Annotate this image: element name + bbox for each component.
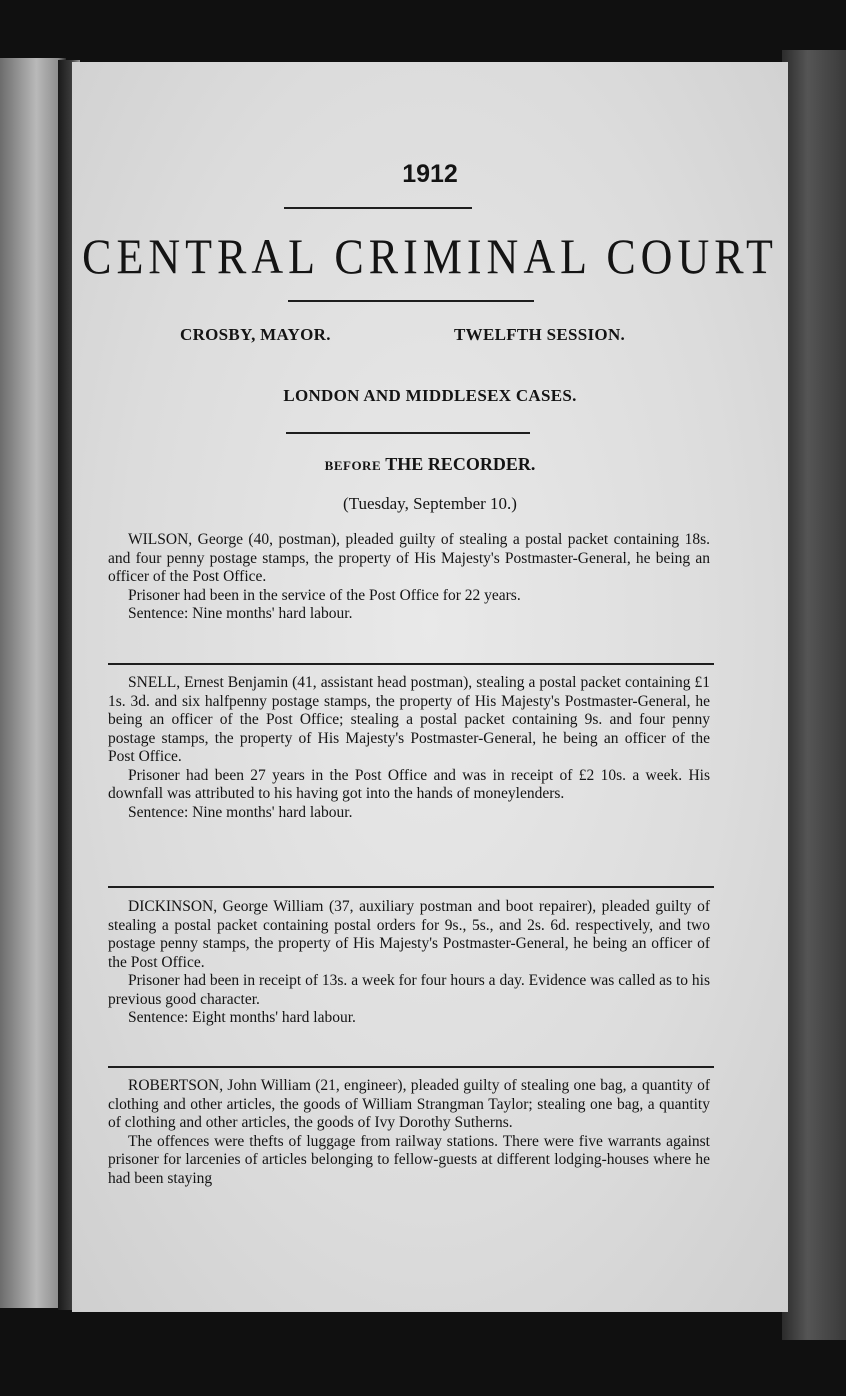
case-paragraph: The offences were thefts of luggage from railway stations. There were five warrants against prisoner for larcenies of articles belonging to fellow-guests at different lodging-houses where he had been staying [108,1132,710,1187]
case-separator [108,1066,714,1068]
session-heading: TWELFTH SESSION. [454,325,626,344]
before-name: THE RECORDER. [381,454,536,474]
before-prefix: BEFORE [324,458,382,473]
case-paragraph: SNELL, Ernest Benjamin (41, assistant head postman), stealing a postal packet containing £1 1s. 3d. and six halfpenny postage stamps, the property of His Majesty's Postmaster-General, he being an officer of the Post Office; stealing a postal packet containing 9s. and four penny postage stamps, the property of His Majesty's Postmaster-General, he being an officer of the Post Office. [108,674,710,765]
page-edge-right [782,50,846,1340]
before-heading [72,454,788,475]
case-separator [108,886,714,888]
rule-under-cases [286,432,530,434]
session-date: (Tuesday, September 10.) [343,494,517,513]
rule-under-year [284,207,472,209]
case-paragraph: ROBERTSON, John William (21, engineer), pleaded guilty of stealing one bag, a quantity of clothing and other articles, the goods of William Strangman Taylor; stealing one bag, a quantity of clothing and other articles, the goods of Ivy Dorothy Sutherns. [108,1077,710,1131]
case-sentence: Sentence: Nine months' hard labour. [128,605,353,622]
case-snell [108,674,710,822]
case-paragraph: WILSON, George (40, postman), pleaded guilty of stealing a postal packet containing 18s. and four penny postage stamps, the property of His Majesty's Postmaster-General, he being an officer of the Post Office. [108,531,710,585]
page-year: 1912 [402,160,458,188]
rule-under-title [288,300,534,302]
case-paragraph: Prisoner had been in the service of the Post Office for 22 years. [128,586,521,604]
case-paragraph: Prisoner had been in receipt of 13s. a week for four hours a day. Evidence was called as to his previous good character. [108,972,710,1008]
case-dickinson [108,898,710,1028]
document-page [72,62,788,1312]
case-wilson [108,531,710,624]
court-title: CENTRAL CRIMINAL COURT [82,229,778,284]
case-separator [108,663,714,665]
case-paragraph: Prisoner had been 27 years in the Post Office and was in receipt of £2 10s. a week. His downfall was attributed to his having got into the hands of moneylenders. [108,766,710,802]
cases-heading: LONDON AND MIDDLESEX CASES. [283,386,577,405]
case-paragraph: DICKINSON, George William (37, auxiliary postman and boot repairer), pleaded guilty of stealing a postal packet containing postal orders for 9s., 5s., and 2s. 6d. respectively, and two postage penny stamps, the property of His Majesty's Postmaster-General, he being an officer of the Post Office. [108,898,710,971]
mayor-heading: CROSBY, MAYOR. [180,325,331,344]
case-sentence: Sentence: Nine months' hard labour. [128,803,353,821]
facing-page-edge [0,58,66,1308]
case-robertson [108,1077,710,1188]
case-sentence: Sentence: Eight months' hard labour. [128,1009,356,1026]
